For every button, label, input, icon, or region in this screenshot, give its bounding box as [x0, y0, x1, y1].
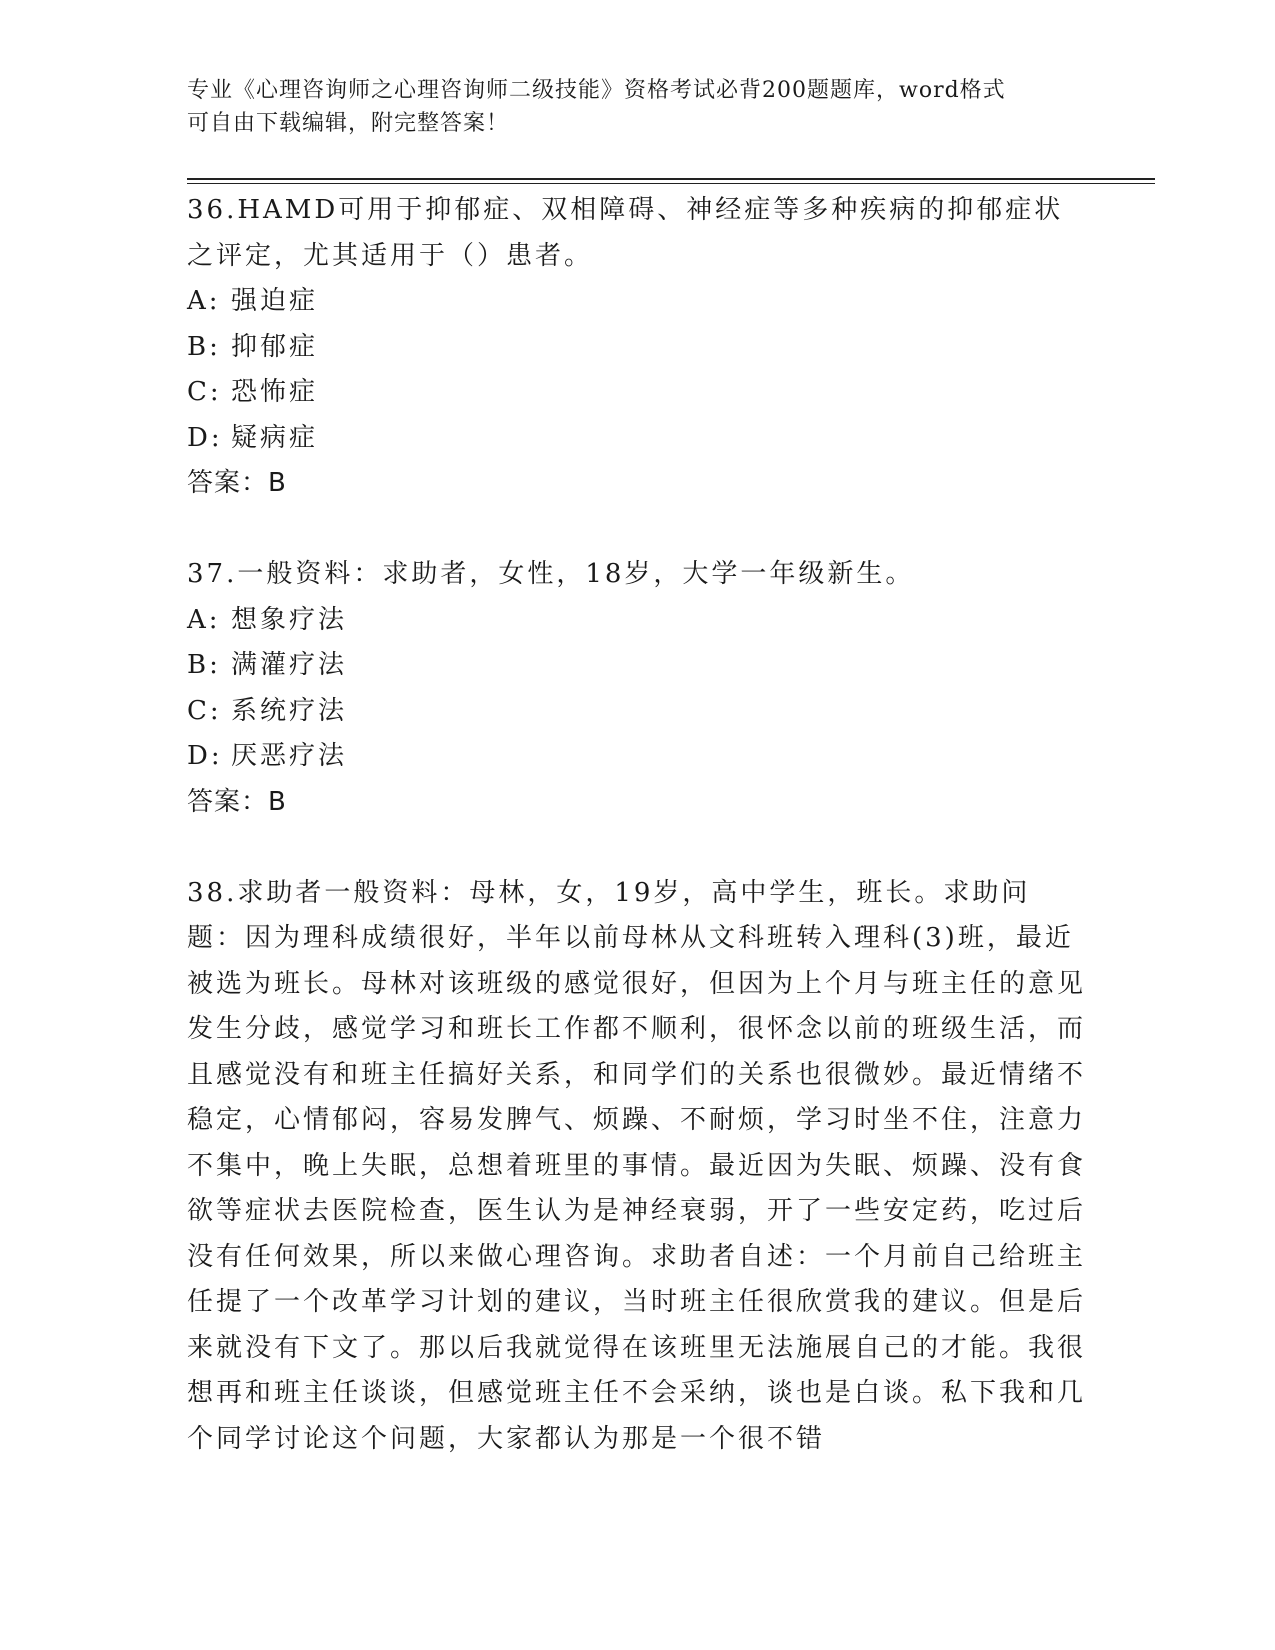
- option-label: C:: [187, 377, 222, 407]
- option-label: B:: [187, 650, 221, 680]
- option-label: D:: [187, 741, 223, 771]
- question-36: [187, 188, 1087, 507]
- question-stem: 37.一般资料：求助者，女性，18岁，大学一年级新生。: [187, 559, 915, 589]
- option-a: [187, 598, 1087, 644]
- spacer: [187, 825, 1087, 871]
- option-d: [187, 416, 1087, 462]
- option-text: 强迫症: [231, 286, 319, 316]
- option-label: A:: [187, 286, 221, 316]
- header-line-2: 可自由下载编辑，附完整答案！: [187, 111, 510, 136]
- option-text: 厌恶疗法: [231, 741, 348, 771]
- question-stem: 38.求助者一般资料：母林，女，19岁，高中学生，班长。求助问题：因为理科成绩很好，半年以前母林从文科班转入理科(3)班，最近被选为班长。母林对该班级的感觉很好，但因为上个月与班主任的意见发生分歧，感觉学习和班长工作都不顺利，很怀念以前的班级生活，而且感觉没有和班主任搞好关系，和同学们的关系也很微妙。最近情绪不稳定，心情郁闷，容易发脾气、烦躁、不耐烦，学习时坐不住，注意力不集中，晚上失眠，总想着班里的事情。最近因为失眠、烦躁、没有食欲等症状去医院检查，医生认为是神经衰弱，开了一些安定药，吃过后没有任何效果，所以来做心理咨询。求助者自述：一个月前自己给班主任提了一个改革学习计划的建议，当时班主任很欣赏我的建议。但是后来就没有下文了。那以后我就觉得在该班里无法施展自己的才能。我很想再和班主任谈谈，但感觉班主任不会采纳，谈也是白谈。私下我和几个同学讨论这个问题，大家都认为那是一个很不错: [187, 877, 1087, 1454]
- question-list: [187, 188, 1087, 1462]
- option-text: 恐怖症: [231, 377, 319, 407]
- header-divider-thick: [187, 178, 1155, 180]
- question-38: [187, 871, 1087, 1463]
- spacer: [187, 507, 1087, 553]
- option-c: [187, 689, 1087, 735]
- option-label: B:: [187, 331, 221, 362]
- option-text: 满灌疗法: [231, 650, 348, 680]
- question-stem: 36.HAMD可用于抑郁症、双相障碍、神经症等多种疾病的抑郁症状之评定，尤其适用于（）患者。: [187, 195, 1064, 271]
- option-text: 抑郁症: [231, 331, 319, 362]
- option-b: [187, 643, 1087, 689]
- document-header: [187, 74, 1087, 140]
- option-text: 想象疗法: [231, 604, 348, 635]
- option-a: [187, 279, 1087, 325]
- option-text: 疑病症: [231, 422, 319, 453]
- option-label: D:: [187, 422, 223, 453]
- option-text: 系统疗法: [231, 695, 348, 726]
- option-label: A:: [187, 604, 221, 635]
- answer-line: 答案：B: [187, 468, 287, 498]
- option-c: [187, 370, 1087, 416]
- answer-line: 答案：B: [187, 786, 287, 817]
- header-divider-thin: [187, 183, 1155, 184]
- header-line-1: 专业《心理咨询师之心理咨询师二级技能》资格考试必背200题题库，word格式: [187, 78, 1006, 103]
- question-37: [187, 552, 1087, 825]
- option-label: C:: [187, 695, 222, 726]
- option-b: [187, 325, 1087, 371]
- option-d: [187, 734, 1087, 780]
